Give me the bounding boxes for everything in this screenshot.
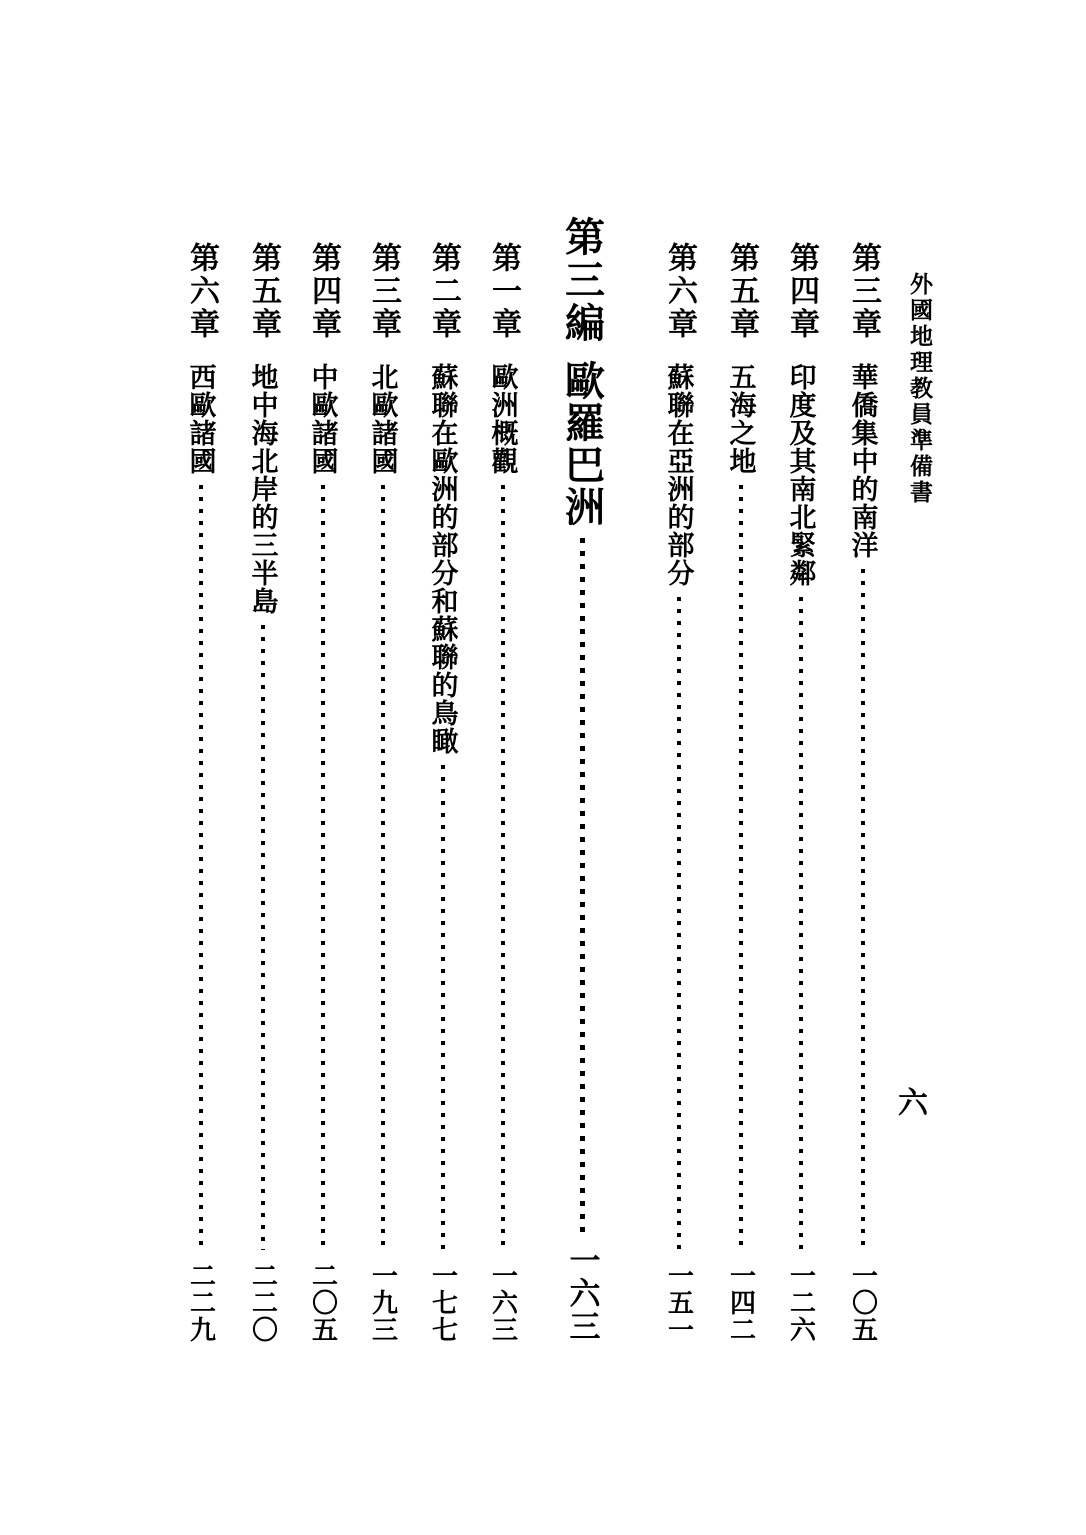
toc-leader-dots: [739, 485, 743, 1250]
toc-leader-dots: [799, 597, 803, 1250]
toc-entry-title: 五海之地: [725, 363, 756, 475]
toc-entry: [304, 242, 342, 1343]
toc-leader-dots: [677, 597, 681, 1250]
toc-entry: [244, 242, 282, 1343]
toc-entry-page: 一六三: [488, 1262, 518, 1343]
toc-entry-label: 第一章: [487, 242, 520, 341]
toc-entry: [364, 242, 402, 1343]
toc-entry-title: 西歐諸國: [185, 363, 216, 475]
toc-entry-label: 第二章: [427, 242, 460, 341]
toc-leader-dots: [861, 569, 865, 1250]
toc-entry-label: 第三章: [847, 242, 880, 341]
toc-entry-title: 歐羅巴洲: [559, 360, 605, 528]
toc-entry-page: 一六三: [564, 1244, 600, 1343]
toc-leader-dots: [199, 485, 203, 1250]
toc-entry-page: 一九三: [368, 1262, 398, 1343]
toc-entry: [556, 216, 608, 1343]
toc-entry-label: 第五章: [725, 242, 758, 341]
toc-entry: [182, 242, 220, 1343]
toc-leader-dots: [441, 765, 445, 1250]
toc-entry-label: 第四章: [307, 242, 340, 341]
toc-entry: [722, 242, 760, 1343]
toc-leader-dots: [580, 538, 585, 1232]
toc-entry-title: 中歐諸國: [307, 363, 338, 475]
toc-entry-page: 二二〇: [248, 1262, 278, 1343]
toc-leader-dots: [501, 485, 505, 1250]
toc-entry-title: 歐洲概觀: [487, 363, 518, 475]
toc-entry-page: 二〇五: [308, 1262, 338, 1343]
toc-entry-page: 一七七: [428, 1262, 458, 1343]
toc-entry-label: 第三編: [559, 216, 605, 345]
running-title: 外國地理教員準備書: [907, 272, 932, 506]
toc-leader-dots: [381, 485, 385, 1250]
toc-entry: [424, 242, 462, 1343]
toc-entry-page: 一五一: [664, 1262, 694, 1343]
toc-entry-label: 第三章: [367, 242, 400, 341]
toc-entry: [484, 242, 522, 1343]
toc-entry: [660, 242, 698, 1343]
toc-entry-title: 華僑集中的南洋: [847, 363, 878, 559]
toc-entry-page: 一四二: [726, 1262, 756, 1343]
toc-entry-title: 蘇聯在亞洲的部分: [663, 363, 694, 587]
toc-leader-dots: [261, 625, 265, 1250]
folio-page-number: 六: [898, 1087, 928, 1120]
toc-entry-title: 印度及其南北緊鄰: [785, 363, 816, 587]
toc-entry-title: 北歐諸國: [367, 363, 398, 475]
toc-entry-label: 第六章: [185, 242, 218, 341]
toc-entry: [844, 242, 882, 1343]
toc-entry: [782, 242, 820, 1343]
toc-entry-label: 第四章: [785, 242, 818, 341]
toc-entry-page: 二二九: [186, 1262, 216, 1343]
toc-entry-title: 蘇聯在歐洲的部分和蘇聯的鳥瞰: [427, 363, 458, 755]
toc-entry-label: 第六章: [663, 242, 696, 341]
toc-leader-dots: [321, 485, 325, 1250]
toc-entry-page: 一二六: [786, 1262, 816, 1343]
toc-entry-title: 地中海北岸的三半島: [247, 363, 278, 615]
toc-entry-page: 一〇五: [848, 1262, 878, 1343]
toc-entry-label: 第五章: [247, 242, 280, 341]
